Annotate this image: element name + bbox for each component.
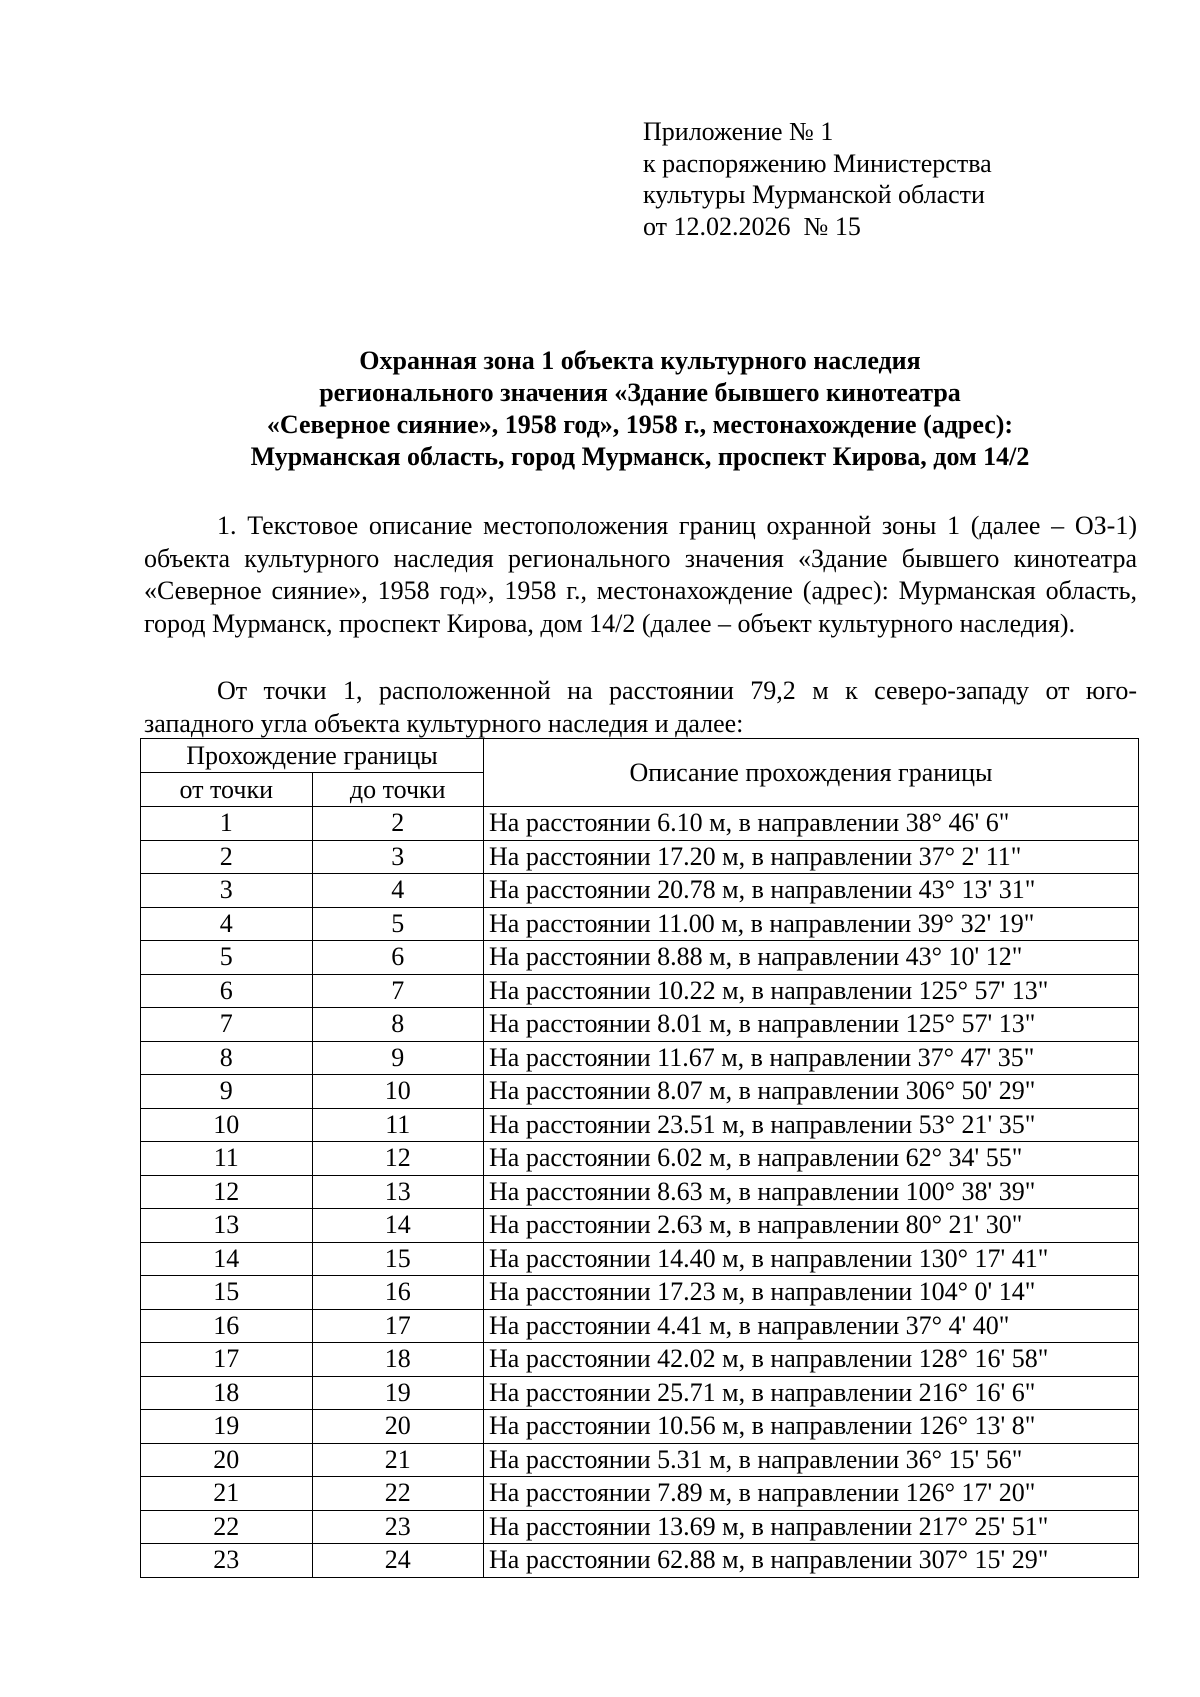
- boundary-description-cell: На расстоянии 5.31 м, в направлении 36° 15' 56": [484, 1443, 1139, 1477]
- header-group-cell: Прохождение границы: [141, 739, 484, 773]
- description-paragraph: 1. Текстовое описание местоположения границ охранной зоны 1 (далее – ОЗ-1) объекта культурного наследия регионального значения «Здание бывшего кинотеатра «Северное сияние», 1958 год», 1958 г., местонахождение (адрес): Мурманская область, город Мурманск, проспект Кирова, дом 14/2 (далее – объект культурного наследия).: [144, 511, 1137, 638]
- boundary-description-cell: На расстоянии 8.01 м, в направлении 125° 57' 13": [484, 1008, 1139, 1042]
- point-to-cell: 16: [312, 1276, 484, 1310]
- appendix-line-2: к распоряжению Министерства: [643, 148, 992, 178]
- header-desc-cell: Описание прохождения границы: [484, 739, 1139, 807]
- boundary-description-cell: На расстоянии 25.71 м, в направлении 216° 16' 6": [484, 1376, 1139, 1410]
- table-row: [141, 874, 1139, 908]
- title-line-4: Мурманская область, город Мурманск, проспект Кирова, дом 14/2: [250, 442, 1030, 471]
- point-from-cell: 20: [141, 1443, 313, 1477]
- point-to-cell: 3: [312, 840, 484, 874]
- table-row: [141, 974, 1139, 1008]
- start-point-paragraph: От точки 1, расположенной на расстоянии 79,2 м к северо-западу от юго-западного угла объекта культурного наследия и далее:: [144, 676, 1137, 738]
- point-from-cell: 11: [141, 1142, 313, 1176]
- table-row: [141, 1108, 1139, 1142]
- point-from-cell: 18: [141, 1376, 313, 1410]
- boundary-description-cell: На расстоянии 2.63 м, в направлении 80° 21' 30": [484, 1209, 1139, 1243]
- point-from-cell: 2: [141, 840, 313, 874]
- appendix-line-1: Приложение № 1: [643, 117, 834, 146]
- point-to-cell: 13: [312, 1175, 484, 1209]
- point-to-cell: 4: [312, 874, 484, 908]
- table-row: [141, 1443, 1139, 1477]
- document-title: [140, 345, 1140, 473]
- table-row: [141, 840, 1139, 874]
- appendix-line-3: культуры Мурманской области: [643, 180, 985, 209]
- appendix-line-4: от 12.02.2026 № 15: [643, 211, 861, 241]
- boundary-description-cell: На расстоянии 6.02 м, в направлении 62° 34' 55": [484, 1142, 1139, 1176]
- point-to-cell: 10: [312, 1075, 484, 1109]
- title-line-3: «Северное сияние», 1958 год», 1958 г., местонахождение (адрес):: [266, 410, 1014, 439]
- point-to-cell: 6: [312, 941, 484, 975]
- point-to-cell: 22: [312, 1477, 484, 1511]
- boundary-description-cell: На расстоянии 6.10 м, в направлении 38° 46' 6": [484, 807, 1139, 841]
- point-from-cell: 13: [141, 1209, 313, 1243]
- table-row: [141, 1510, 1139, 1544]
- table-row: [141, 1142, 1139, 1176]
- point-to-cell: 14: [312, 1209, 484, 1243]
- point-to-cell: 12: [312, 1142, 484, 1176]
- table-row: [141, 1309, 1139, 1343]
- point-from-cell: 15: [141, 1276, 313, 1310]
- point-from-cell: 21: [141, 1477, 313, 1511]
- boundary-table-header: [141, 739, 1139, 807]
- point-to-cell: 18: [312, 1343, 484, 1377]
- point-to-cell: 9: [312, 1041, 484, 1075]
- table-row: [141, 1209, 1139, 1243]
- point-from-cell: 17: [141, 1343, 313, 1377]
- point-to-cell: 17: [312, 1309, 484, 1343]
- point-to-cell: 19: [312, 1376, 484, 1410]
- boundary-description-cell: На расстоянии 11.00 м, в направлении 39° 32' 19": [484, 907, 1139, 941]
- appendix-header: [643, 116, 992, 242]
- table-row: [141, 1477, 1139, 1511]
- table-row: [141, 1008, 1139, 1042]
- boundary-description-cell: На расстоянии 7.89 м, в направлении 126° 17' 20": [484, 1477, 1139, 1511]
- point-to-cell: 5: [312, 907, 484, 941]
- boundary-description-cell: На расстоянии 20.78 м, в направлении 43° 13' 31": [484, 874, 1139, 908]
- point-to-cell: 15: [312, 1242, 484, 1276]
- table-row: [141, 941, 1139, 975]
- point-from-cell: 3: [141, 874, 313, 908]
- point-from-cell: 12: [141, 1175, 313, 1209]
- boundary-description-cell: На расстоянии 62.88 м, в направлении 307° 15' 29": [484, 1544, 1139, 1578]
- table-row: [141, 1242, 1139, 1276]
- boundary-description-cell: На расстоянии 13.69 м, в направлении 217° 25' 51": [484, 1510, 1139, 1544]
- point-from-cell: 7: [141, 1008, 313, 1042]
- table-row: [141, 1276, 1139, 1310]
- boundary-description-cell: На расстоянии 17.23 м, в направлении 104° 0' 14": [484, 1276, 1139, 1310]
- point-to-cell: 2: [312, 807, 484, 841]
- point-to-cell: 21: [312, 1443, 484, 1477]
- point-from-cell: 23: [141, 1544, 313, 1578]
- point-from-cell: 10: [141, 1108, 313, 1142]
- point-from-cell: 5: [141, 941, 313, 975]
- point-from-cell: 6: [141, 974, 313, 1008]
- point-from-cell: 9: [141, 1075, 313, 1109]
- boundary-table: [140, 738, 1139, 1578]
- boundary-description-cell: На расстоянии 17.20 м, в направлении 37° 2' 11": [484, 840, 1139, 874]
- boundary-description-cell: На расстоянии 10.56 м, в направлении 126° 13' 8": [484, 1410, 1139, 1444]
- point-to-cell: 20: [312, 1410, 484, 1444]
- boundary-description-cell: На расстоянии 14.40 м, в направлении 130° 17' 41": [484, 1242, 1139, 1276]
- table-row: [141, 1041, 1139, 1075]
- point-to-cell: 8: [312, 1008, 484, 1042]
- point-from-cell: 4: [141, 907, 313, 941]
- point-from-cell: 22: [141, 1510, 313, 1544]
- table-row: [141, 1544, 1139, 1578]
- point-from-cell: 14: [141, 1242, 313, 1276]
- boundary-description-cell: На расстоянии 11.67 м, в направлении 37° 47' 35": [484, 1041, 1139, 1075]
- header-to-cell: до точки: [312, 773, 484, 807]
- table-row: [141, 1075, 1139, 1109]
- boundary-description-cell: На расстоянии 8.63 м, в направлении 100° 38' 39": [484, 1175, 1139, 1209]
- boundary-description-cell: На расстоянии 8.88 м, в направлении 43° 10' 12": [484, 941, 1139, 975]
- title-line-2: регионального значения «Здание бывшего кинотеатра: [319, 378, 961, 407]
- table-row: [141, 807, 1139, 841]
- table-row: [141, 1175, 1139, 1209]
- boundary-description-cell: На расстоянии 8.07 м, в направлении 306° 50' 29": [484, 1075, 1139, 1109]
- table-row: [141, 1410, 1139, 1444]
- boundary-description-cell: На расстоянии 4.41 м, в направлении 37° 4' 40": [484, 1309, 1139, 1343]
- table-row: [141, 1376, 1139, 1410]
- point-to-cell: 23: [312, 1510, 484, 1544]
- boundary-description-cell: На расстоянии 10.22 м, в направлении 125° 57' 13": [484, 974, 1139, 1008]
- table-row: [141, 1343, 1139, 1377]
- header-from-cell: от точки: [141, 773, 313, 807]
- point-from-cell: 19: [141, 1410, 313, 1444]
- boundary-description-cell: На расстоянии 42.02 м, в направлении 128° 16' 58": [484, 1343, 1139, 1377]
- point-from-cell: 8: [141, 1041, 313, 1075]
- point-to-cell: 11: [312, 1108, 484, 1142]
- boundary-description-cell: На расстоянии 23.51 м, в направлении 53° 21' 35": [484, 1108, 1139, 1142]
- boundary-table-body: [141, 807, 1139, 1578]
- point-from-cell: 16: [141, 1309, 313, 1343]
- point-to-cell: 24: [312, 1544, 484, 1578]
- point-from-cell: 1: [141, 807, 313, 841]
- title-line-1: Охранная зона 1 объекта культурного наследия: [359, 346, 921, 375]
- point-to-cell: 7: [312, 974, 484, 1008]
- table-row: [141, 907, 1139, 941]
